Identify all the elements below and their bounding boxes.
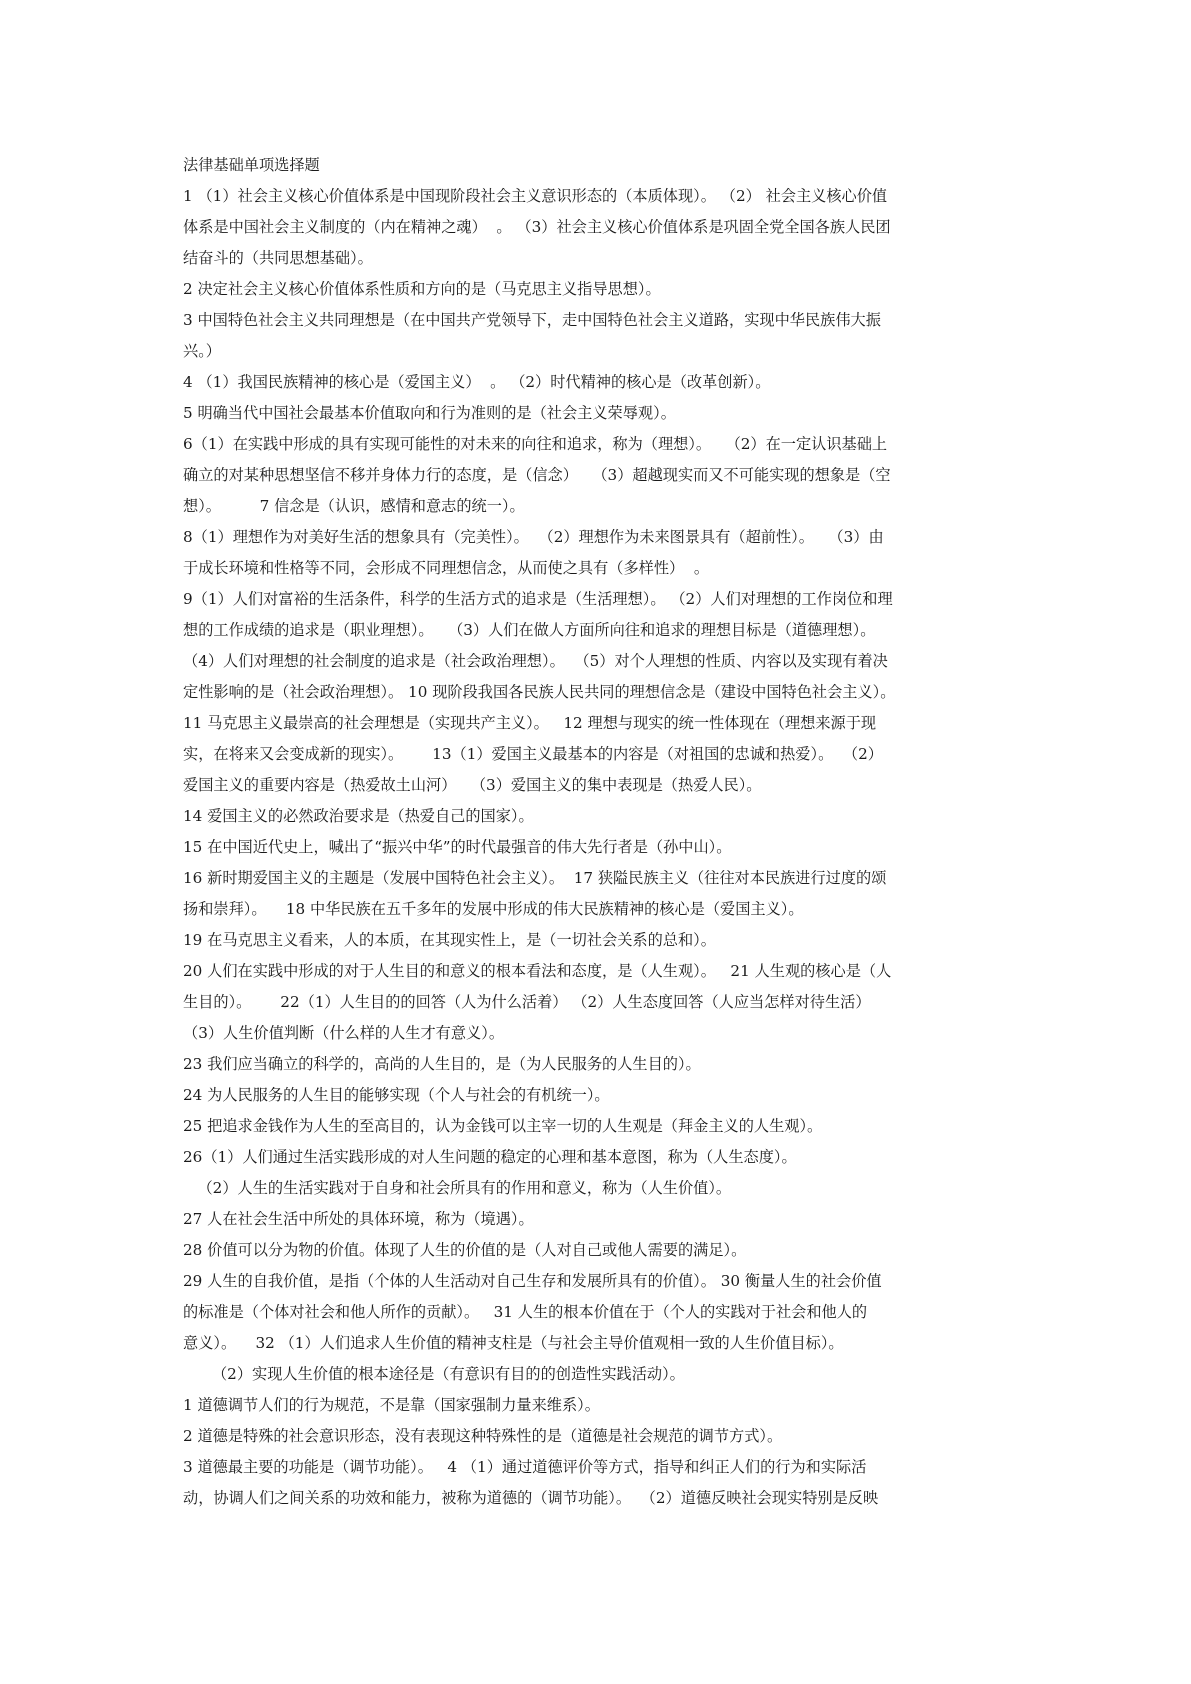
text-line: 11 马克思主义最崇高的社会理想是（实现共产主义）。 12 理想与现实的统一性体现在（理想来源于现 [183,714,877,732]
document-page [183,150,1013,1514]
text-line: 28 价值可以分为物的价值。体现了人生的价值的是（人对自己或他人需要的满足）。 [183,1241,747,1259]
text-line: 15 在中国近代史上，喊出了“振兴中华”的时代最强音的伟大先行者是（孙中山）。 [183,838,732,856]
text-line: 20 人们在实践中形成的对于人生目的和意义的根本看法和态度，是（人生观）。 21 人生观的核心是（人 [183,962,892,980]
text-line: 意义）。 32 （1）人们追求人生价值的精神支柱是（与社会主导价值观相一致的人生价值目标）。 [183,1334,844,1352]
text-line: 结奋斗的（共同思想基础）。 [183,249,373,267]
text-line: （2）实现人生价值的根本途径是（有意识有目的的创造性实践活动）。 [183,1365,685,1383]
text-line: 想）。 7 信念是（认识，感情和意志的统一）。 [183,497,525,515]
text-line: 19 在马克思主义看来，人的本质，在其现实性上，是（一切社会关系的总和）。 [183,931,716,949]
text-line: 定性影响的是（社会政治理想）。 10 现阶段我国各民族人民共同的理想信念是（建设中国特色社会主义）。 [183,683,896,701]
text-line: 27 人在社会生活中所处的具体环境，称为（境遇）。 [183,1210,534,1228]
text-line: 25 把追求金钱作为人生的至高目的，认为金钱可以主宰一切的人生观是（拜金主义的人生观）。 [183,1117,823,1135]
text-line: 16 新时期爱国主义的主题是（发展中国特色社会主义）。 17 狭隘民族主义（往往对本民族进行过度的颂 [183,869,887,887]
text-line: 的标准是（个体对社会和他人所作的贡献）。 31 人生的根本价值在于（个人的实践对于社会和他人的 [183,1303,868,1321]
text-line: 爱国主义的重要内容是（热爱故土山河） （3）爱国主义的集中表现是（热爱人民）。 [183,776,762,794]
text-line: 14 爱国主义的必然政治要求是（热爱自己的国家）。 [183,807,534,825]
text-line: （4）人们对理想的社会制度的追求是（社会政治理想）。 （5）对个人理想的性质、内容以及实现有着决 [183,652,888,670]
text-line: 兴。） [183,342,221,360]
text-line: 确立的对某种思想坚信不移并身体力行的态度，是（信念） （3）超越现实而又不可能实现的想象是（空 [183,466,891,484]
text-line: 扬和崇拜）。 18 中华民族在五千多年的发展中形成的伟大民族精神的核心是（爱国主义）。 [183,900,804,918]
text-line: 23 我们应当确立的科学的，高尚的人生目的，是（为人民服务的人生目的）。 [183,1055,701,1073]
text-line: 8（1）理想作为对美好生活的想象具有（完美性）。 （2）理想作为未来图景具有（超前性）。 （3）由 [183,528,884,546]
text-line: 29 人生的自我价值，是指（个体的人生活动对自己生存和发展所具有的价值）。 30 衡量人生的社会价值 [183,1272,882,1290]
text-line: 2 决定社会主义核心价值体系性质和方向的是（马克思主义指导思想）。 [183,280,661,298]
text-line: 想的工作成绩的追求是（职业理想）。 （3）人们在做人方面所向往和追求的理想目标是（道德理想）。 [183,621,876,639]
text-line: （2）人生的生活实践对于自身和社会所具有的作用和意义，称为（人生价值）。 [183,1179,732,1197]
text-line: 生目的）。 22（1）人生目的的回答（人为什么活着） （2）人生态度回答（人应当怎样对待生活） [183,993,871,1011]
text-line: 体系是中国社会主义制度的（内在精神之魂） 。 （3）社会主义核心价值体系是巩固全党全国各族人民团 [183,218,891,236]
text-line: 9（1）人们对富裕的生活条件，科学的生活方式的追求是（生活理想）。 （2）人们对理想的工作岗位和理 [183,590,893,608]
text-line: 2 道德是特殊的社会意识形态，没有表现这种特殊性的是（道德是社会规范的调节方式）。 [183,1427,783,1445]
text-line: 1 （1）社会主义核心价值体系是中国现阶段社会主义意识形态的（本质体现）。 （2） 社会主义核心价值 [183,187,888,205]
text-line: 5 明确当代中国社会最基本价值取向和行为准则的是（社会主义荣辱观）。 [183,404,676,422]
text-line: 实，在将来又会变成新的现实）。 13（1）爱国主义最基本的内容是（对祖国的忠诚和热爱）。 （2） [183,745,883,763]
text-line: 1 道德调节人们的行为规范，不是靠（国家强制力量来维系）。 [183,1396,600,1414]
document-title: 法律基础单项选择题 [183,156,320,174]
text-line: 26（1）人们通过生活实践形成的对人生问题的稳定的心理和基本意图，称为（人生态度）。 [183,1148,797,1166]
text-line: 3 道德最主要的功能是（调节功能）。 4 （1）通过道德评价等方式，指导和纠正人们的行为和实际活 [183,1458,867,1476]
text-line: （3）人生价值判断（什么样的人生才有意义）。 [183,1024,505,1042]
text-line: 3 中国特色社会主义共同理想是（在中国共产党领导下，走中国特色社会主义道路，实现中华民族伟大振 [183,311,881,329]
text-line: 4 （1）我国民族精神的核心是（爱国主义） 。 （2）时代精神的核心是（改革创新）。 [183,373,771,391]
text-line: 于成长环境和性格等不同，会形成不同理想信念，从而使之具有（多样性） 。 [183,559,710,577]
text-line: 24 为人民服务的人生目的能够实现（个人与社会的有机统一）。 [183,1086,610,1104]
text-line: 动，协调人们之间关系的功效和能力，被称为道德的（调节功能）。 （2）道德反映社会现实特别是反映 [183,1489,879,1507]
text-line: 6（1）在实践中形成的具有实现可能性的对未来的向往和追求，称为（理想）。 （2）在一定认识基础上 [183,435,888,453]
